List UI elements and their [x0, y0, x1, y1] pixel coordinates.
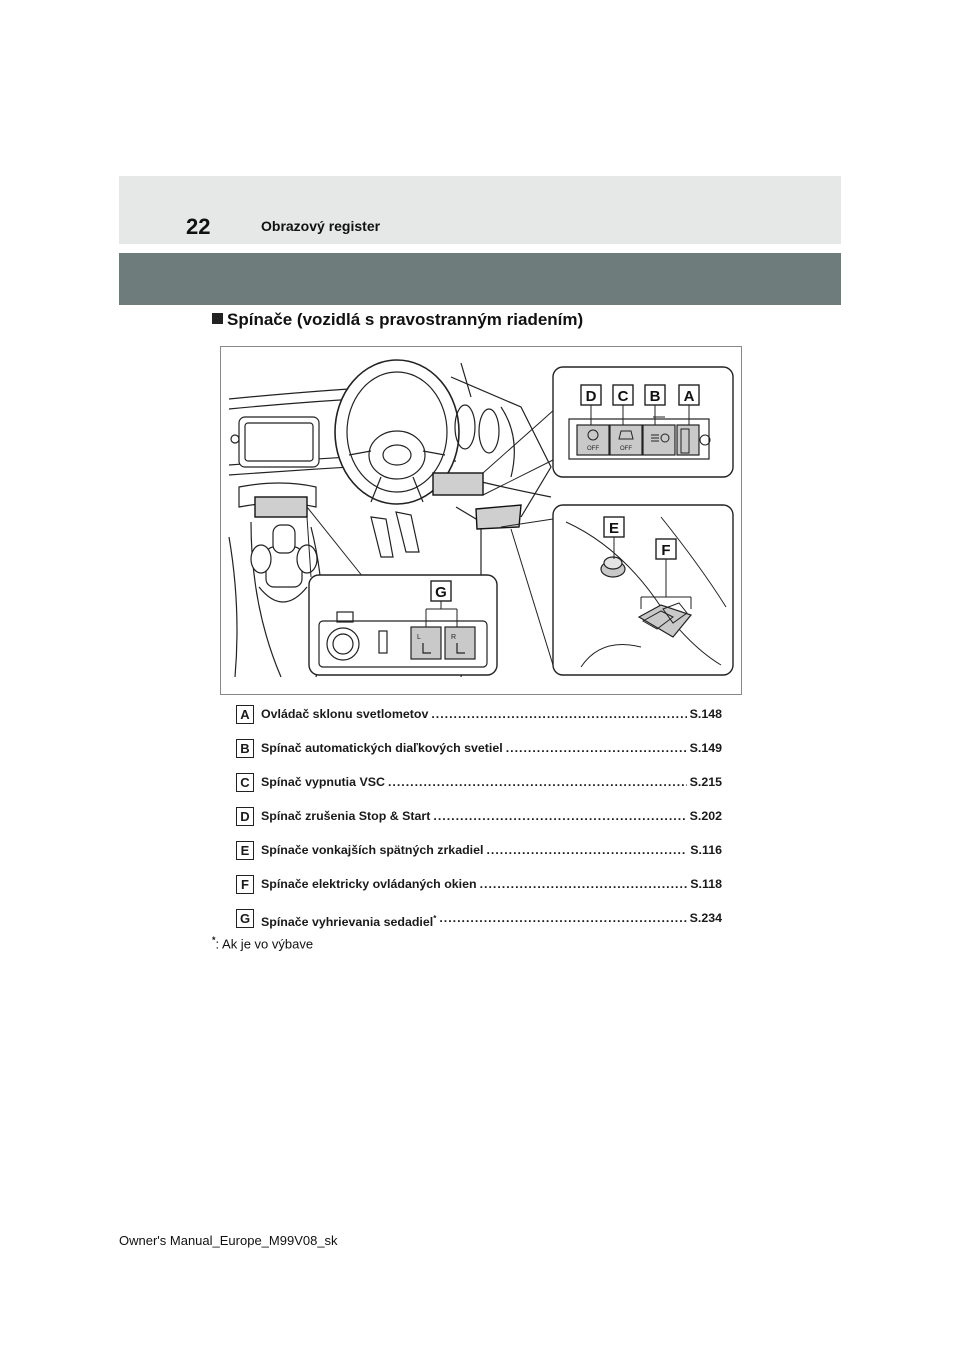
- dot-leader: [433, 807, 686, 826]
- footnote-text: : Ak je vo výbave: [215, 936, 314, 952]
- switch-legend-list: [236, 705, 722, 943]
- callout-a: A: [683, 388, 695, 405]
- page-reference-link[interactable]: S.215: [689, 775, 722, 789]
- dot-leader: [486, 841, 687, 860]
- legend-entry-c: [236, 773, 722, 807]
- dot-leader: [480, 875, 688, 894]
- footnote-mark: *: [212, 935, 216, 945]
- legend-badge: B: [236, 739, 254, 758]
- legend-entry-b: [236, 739, 722, 773]
- chapter-band: [119, 253, 841, 305]
- header-bar: [119, 176, 841, 244]
- legend-entry-d: [236, 807, 722, 841]
- legend-text: [261, 705, 722, 724]
- legend-text: [261, 807, 722, 826]
- legend-badge: G: [236, 909, 254, 928]
- inset-door-switches: [553, 505, 733, 675]
- legend-badge: F: [236, 875, 254, 894]
- callout-b: B: [649, 388, 661, 405]
- inset-seat-heater-switches: [309, 575, 497, 675]
- seat-heater-left: [411, 627, 441, 659]
- page-number: 22: [186, 214, 211, 239]
- legend-text: [261, 739, 722, 758]
- legend-text: [261, 841, 722, 860]
- callout-f: F: [661, 542, 671, 559]
- dashboard-drawing: [221, 347, 741, 694]
- dot-leader: [439, 909, 686, 932]
- legend-label: Spínač vypnutia VSC: [261, 775, 385, 789]
- footnote: [212, 935, 313, 951]
- legend-badge: C: [236, 773, 254, 792]
- legend-label: Spínač automatických diaľkových svetiel: [261, 741, 503, 755]
- callout-g: G: [435, 584, 447, 601]
- page-reference-link[interactable]: S.118: [690, 877, 722, 891]
- highlight-right-panel: [433, 473, 483, 495]
- switches-illustration: [220, 346, 742, 695]
- legend-text: [261, 909, 722, 932]
- subheading: [212, 310, 583, 330]
- page-reference-link[interactable]: S.202: [689, 809, 722, 823]
- dot-leader: [506, 739, 687, 758]
- seat-heater-right: [445, 627, 475, 659]
- legend-entry-e: [236, 841, 722, 875]
- legend-badge: D: [236, 807, 254, 826]
- legend-badge: E: [236, 841, 254, 860]
- legend-entry-a: [236, 705, 722, 739]
- page-reference-link[interactable]: S.148: [689, 707, 722, 721]
- inset-dashboard-switches: [553, 367, 733, 477]
- legend-entry-f: [236, 875, 722, 909]
- off-label-2: OFF: [620, 446, 632, 452]
- legend-text: [261, 773, 722, 792]
- legend-label: [261, 909, 439, 932]
- legend-label: Ovládač sklonu svetlometov: [261, 707, 429, 721]
- page-reference-link[interactable]: S.149: [689, 741, 722, 755]
- legend-badge: A: [236, 705, 254, 724]
- callout-d: D: [585, 388, 597, 405]
- legend-label: Spínače vonkajších spätných zrkadiel: [261, 843, 484, 857]
- page-footer: Owner's Manual_Europe_M99V08_sk: [119, 1233, 338, 1248]
- subheading-text: Spínače (vozidlá s pravostranným riadením): [227, 310, 584, 329]
- highlight-center-panel: [255, 497, 307, 517]
- section-title: Obrazový register: [261, 218, 381, 234]
- page-reference-link[interactable]: S.116: [690, 843, 722, 857]
- page-reference-link[interactable]: S.234: [689, 911, 722, 925]
- dot-leader: [431, 705, 686, 724]
- auto-high-beam-switch: [643, 425, 675, 455]
- gear-shifter: [251, 525, 317, 602]
- legend-text: [261, 875, 722, 894]
- dot-leader: [388, 773, 687, 792]
- off-label-1: OFF: [587, 446, 599, 452]
- square-bullet-icon: [212, 313, 223, 324]
- legend-label-text: Spínače vyhrievania sedadiel: [261, 915, 434, 930]
- callout-e: E: [608, 520, 620, 537]
- seat-right-label: R: [451, 634, 457, 641]
- seat-left-label: L: [417, 634, 421, 641]
- asterisk-mark: *: [433, 914, 437, 923]
- legend-label: Spínač zrušenia Stop & Start: [261, 809, 431, 823]
- callout-c: C: [617, 388, 629, 405]
- legend-label: Spínače elektricky ovládaných okien: [261, 877, 477, 891]
